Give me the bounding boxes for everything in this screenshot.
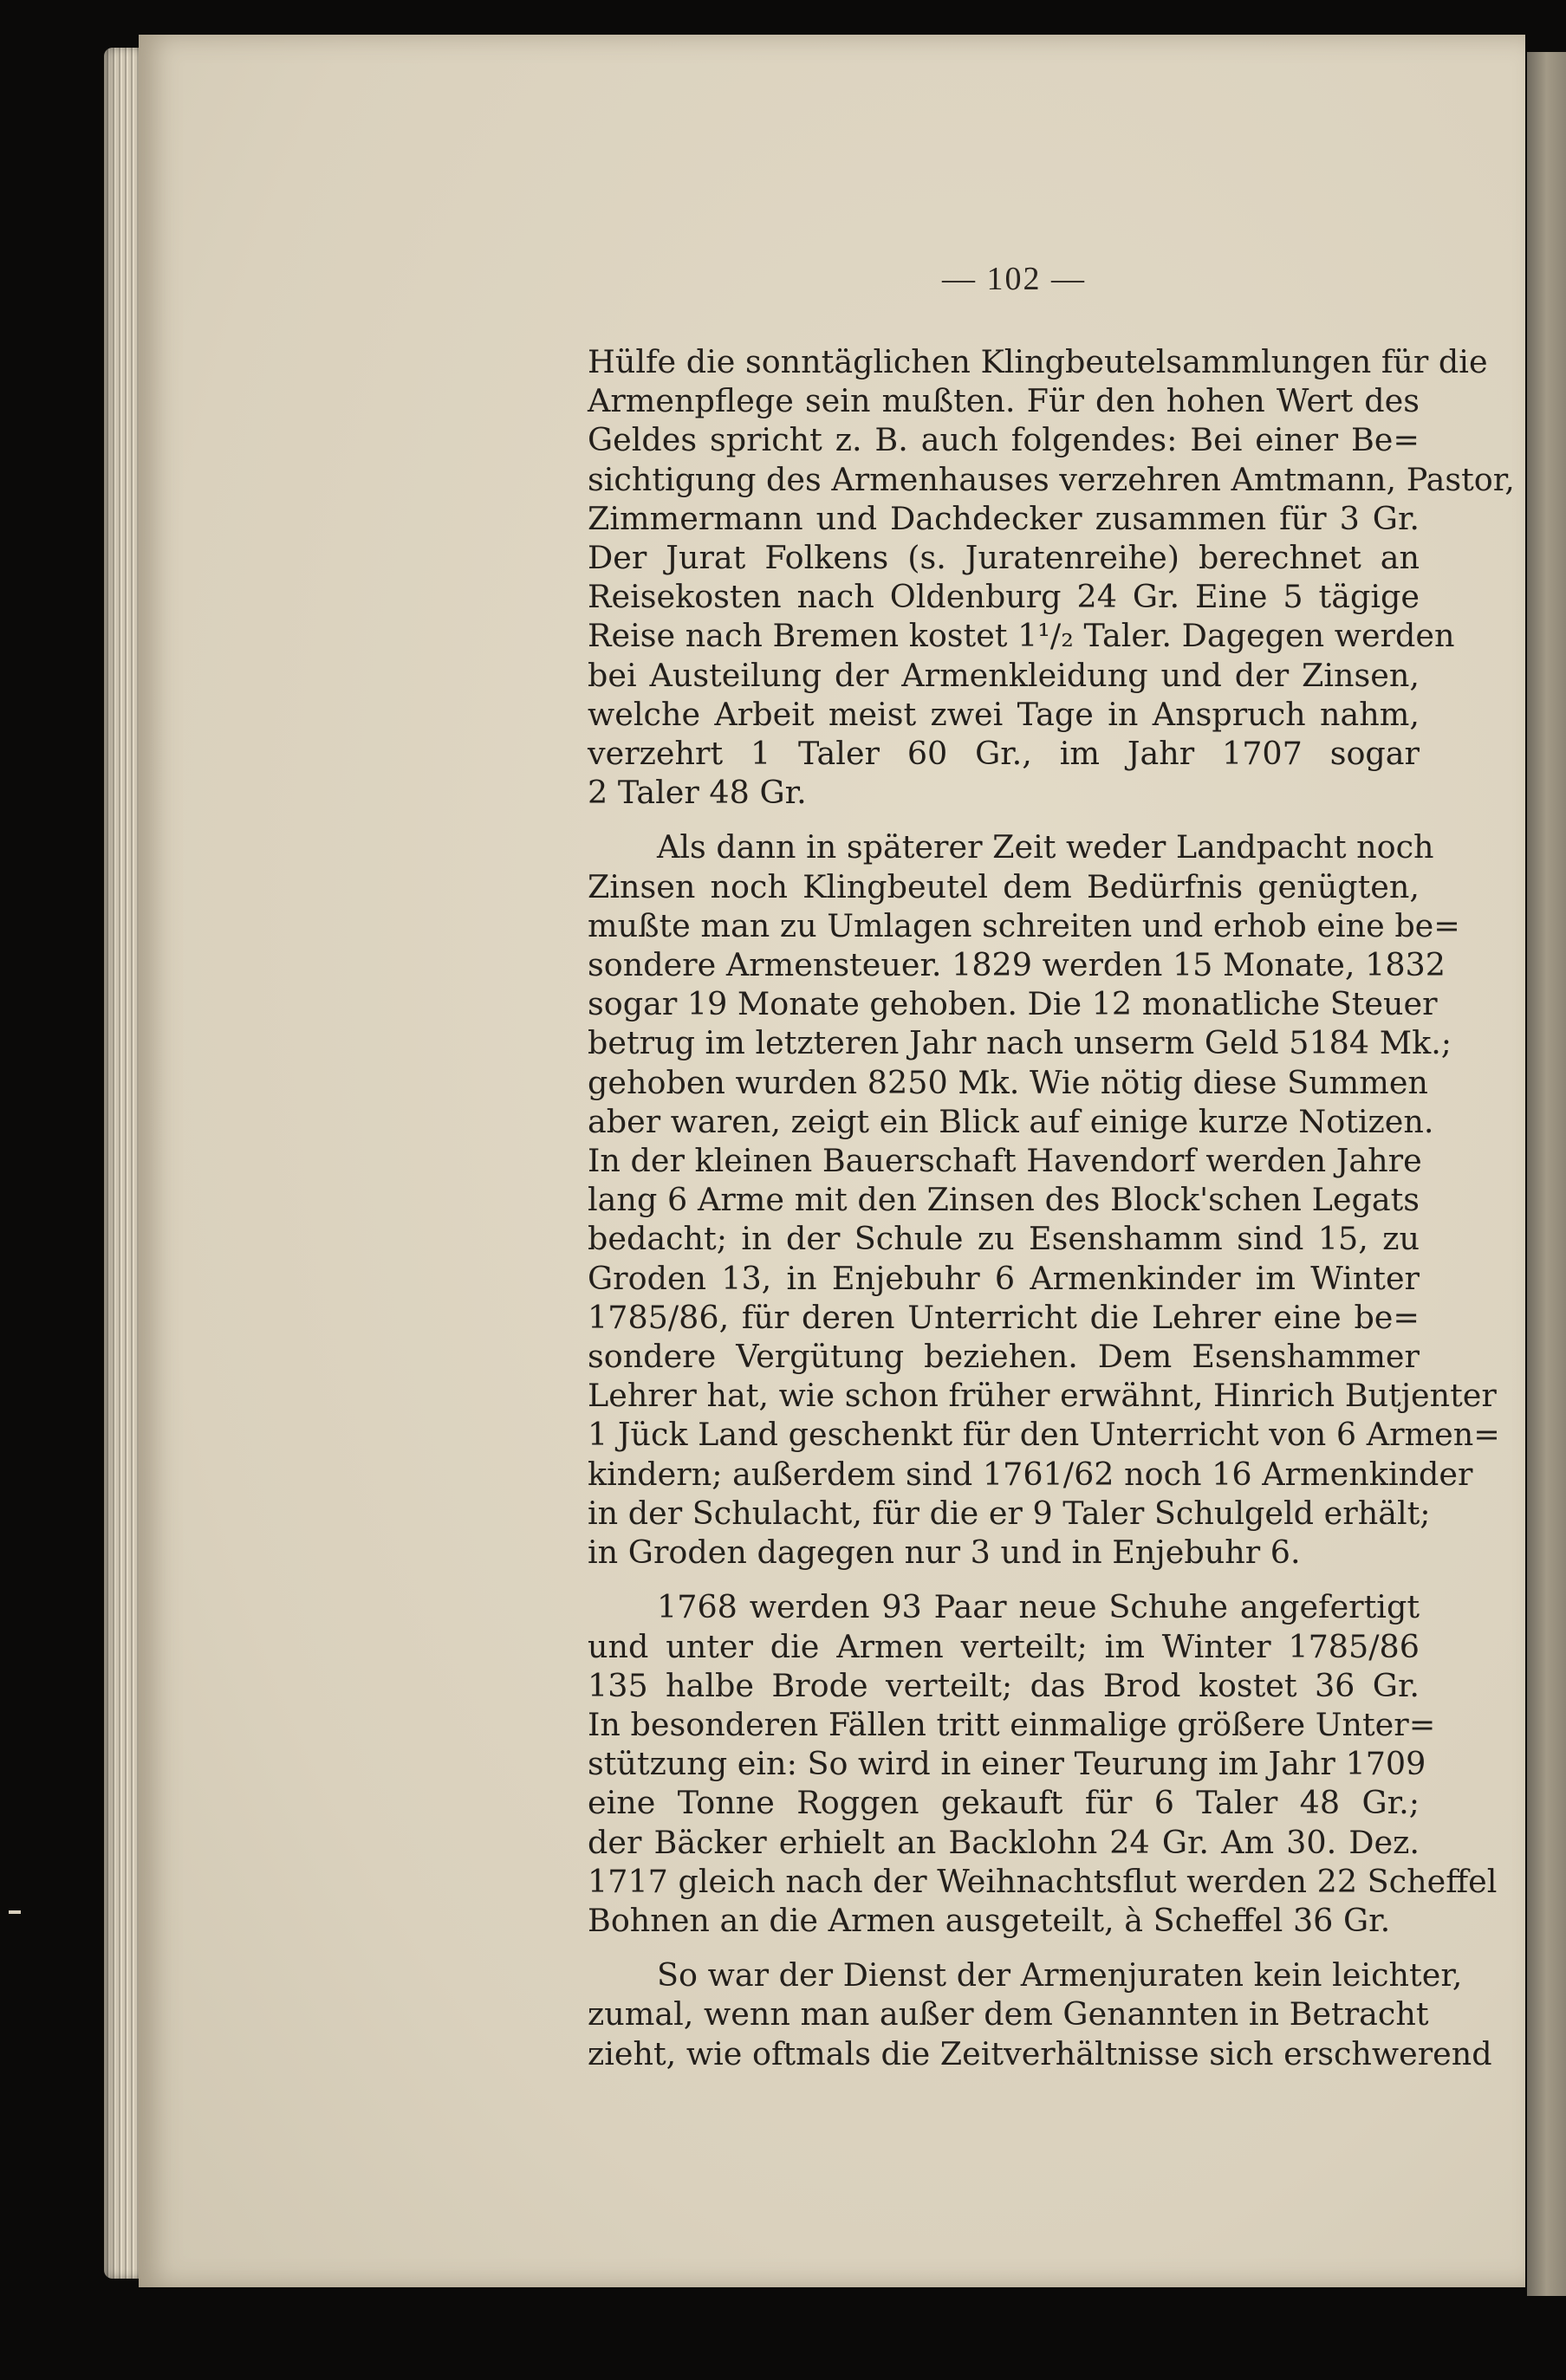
text-line: Zimmermann und Dachdecker zusammen für 3 Gr.: [588, 499, 1420, 537]
text-line: zumal, wenn man außer dem Genannten in Betracht: [588, 1995, 1429, 2033]
paragraph: [588, 1587, 1498, 1940]
text-line: In der kleinen Bauerschaft Havendorf werden Jahre: [588, 1142, 1422, 1180]
text-line: Der Jurat Folkens (s. Juratenreihe) berechnet an: [588, 539, 1420, 577]
page-number: — 102 —: [942, 261, 1086, 297]
text-line: sondere Armensteuer. 1829 werden 15 Monate, 1832: [588, 946, 1446, 984]
text-line: betrug im letzteren Jahr nach unserm Geld 5184 Mk.;: [588, 1024, 1452, 1062]
text-line: aber waren, zeigt ein Blick auf einige kurze Notizen.: [588, 1102, 1434, 1140]
text-line: bei Austeilung der Armenkleidung und der Zinsen,: [588, 656, 1420, 694]
text-line: in Groden dagegen nur 3 und in Enjebuhr 6.: [588, 1534, 1301, 1572]
text-line: Hülfe die sonntäglichen Klingbeutelsammlungen für die: [588, 343, 1488, 380]
text-line: und unter die Armen verteilt; im Winter 1785/86: [588, 1627, 1420, 1665]
text-line: mußte man zu Umlagen schreiten und erhob eine be=: [588, 906, 1460, 944]
margin-mark: [9, 1910, 21, 1914]
text-line: sichtigung des Armenhauses verzehren Amtmann, Pastor,: [588, 460, 1515, 498]
text-line: 135 halbe Brode verteilt; das Brod kostet 36 Gr.: [588, 1666, 1420, 1704]
text-line: der Bäcker erhielt an Backlohn 24 Gr. Am 30. Dez.: [588, 1823, 1420, 1861]
text-line: kindern; außerdem sind 1761/62 noch 16 Armenkinder: [588, 1455, 1473, 1493]
text-line: zieht, wie oftmals die Zeitverhältnisse sich erschwerend: [588, 2034, 1492, 2072]
page-edge-right: [1527, 52, 1566, 2296]
text-line: Reise nach Bremen kostet 1¹/₂ Taler. Dagegen werden: [588, 617, 1455, 655]
text-line: 1717 gleich nach der Weihnachtsflut werden 22 Scheffel: [588, 1862, 1498, 1900]
paragraph: [588, 342, 1515, 812]
body-text: [588, 342, 1515, 2089]
text-line: sondere Vergütung beziehen. Dem Esenshammer: [588, 1338, 1420, 1376]
text-line: So war der Dienst der Armenjuraten kein leichter,: [657, 1956, 1463, 1994]
text-line: welche Arbeit meist zwei Tage in Anspruch nahm,: [588, 695, 1420, 733]
text-line: sogar 19 Monate gehoben. Die 12 monatliche Steuer: [588, 985, 1438, 1023]
text-line: Reisekosten nach Oldenburg 24 Gr. Eine 5 tägige: [588, 578, 1420, 616]
paragraph: [588, 827, 1500, 1572]
text-line: Lehrer hat, wie schon früher erwähnt, Hinrich Butjenter: [588, 1377, 1497, 1415]
text-line: verzehrt 1 Taler 60 Gr., im Jahr 1707 sogar: [588, 735, 1420, 773]
text-line: 1 Jück Land geschenkt für den Unterricht von 6 Armen=: [588, 1416, 1500, 1454]
text-line: 1785/86, für deren Unterricht die Lehrer eine be=: [588, 1298, 1420, 1336]
text-line: 2 Taler 48 Gr.: [588, 774, 807, 812]
text-line: In besonderen Fällen tritt einmalige größere Unter=: [588, 1705, 1436, 1743]
text-line: 1768 werden 93 Paar neue Schuhe angefertigt: [657, 1588, 1420, 1626]
text-line: Bohnen an die Armen ausgeteilt, à Scheffel 36 Gr.: [588, 1901, 1391, 1939]
text-line: Groden 13, in Enjebuhr 6 Armenkinder im Winter: [588, 1259, 1420, 1297]
text-line: stützung ein: So wird in einer Teurung im Jahr 1709: [588, 1745, 1426, 1783]
text-line: gehoben wurden 8250 Mk. Wie nötig diese Summen: [588, 1063, 1428, 1101]
text-line: eine Tonne Roggen gekauft für 6 Taler 48 Gr.;: [588, 1784, 1420, 1822]
text-line: Zinsen noch Klingbeutel dem Bedürfnis genügten,: [588, 867, 1420, 905]
text-line: in der Schulacht, für die er 9 Taler Schulgeld erhält;: [588, 1494, 1431, 1532]
text-line: Als dann in späterer Zeit weder Landpacht noch: [657, 828, 1434, 866]
text-line: Armenpflege sein mußten. Für den hohen Wert des: [588, 382, 1420, 420]
text-line: Geldes spricht z. B. auch folgendes: Bei einer Be=: [588, 421, 1420, 459]
paragraph: [588, 1955, 1492, 2073]
text-line: lang 6 Arme mit den Zinsen des Block'schen Legats: [588, 1181, 1420, 1219]
text-line: bedacht; in der Schule zu Esenshamm sind 15, zu: [588, 1220, 1420, 1258]
